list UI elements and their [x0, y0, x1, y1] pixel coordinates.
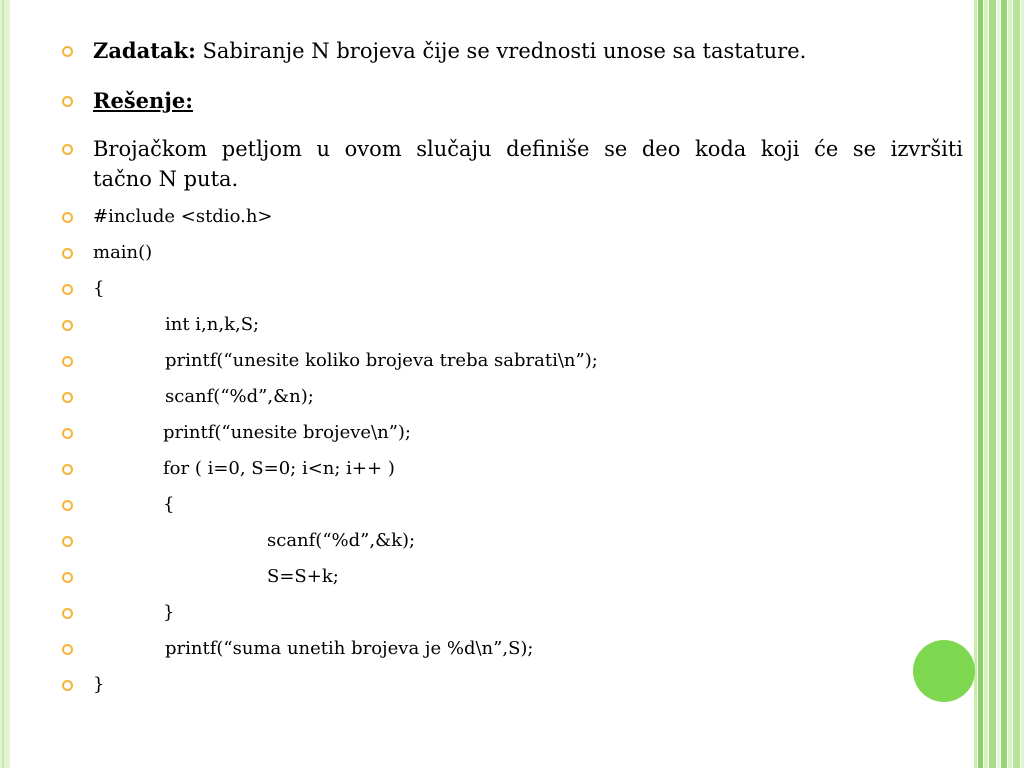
code-line	[62, 314, 259, 336]
bullet-icon	[62, 320, 73, 331]
code-text: S=S+k;	[267, 566, 339, 587]
code-text: printf(“unesite koliko brojeva treba sabrati\n”);	[165, 350, 598, 371]
code-text: scanf(“%d”,&k);	[267, 530, 416, 551]
task-text: Sabiranje N brojeva čije se vrednosti unose sa tastature.	[195, 39, 807, 63]
code-text: #include <stdio.h>	[93, 206, 273, 227]
code-text: {	[93, 278, 105, 299]
decorative-green-circle	[913, 640, 975, 702]
bullet-icon	[62, 392, 73, 403]
explanation-line-1: Brojačkom petljom u ovom slučaju definiše se deo koda koji će se izvršiti	[93, 137, 963, 161]
code-line	[62, 422, 411, 444]
task-item	[62, 36, 806, 66]
code-text: printf(“suma unetih brojeva je %d\n”,S);	[165, 638, 534, 659]
bullet-icon	[62, 248, 73, 259]
explanation-line-2: tačno N puta.	[93, 167, 239, 191]
code-text: }	[163, 602, 175, 623]
code-text: for ( i=0, S=0; i<n; i++ )	[163, 458, 395, 479]
code-line	[62, 458, 395, 480]
bullet-icon	[62, 356, 73, 367]
bullet-icon	[62, 680, 73, 691]
code-line	[62, 674, 104, 696]
bullet-icon	[62, 96, 73, 107]
bullet-icon	[62, 536, 73, 547]
task-label: Zadatak:	[93, 38, 196, 63]
code-text: printf(“unesite brojeve\n”);	[163, 422, 412, 443]
code-line	[62, 386, 314, 408]
code-line	[62, 602, 174, 624]
code-line	[62, 566, 339, 588]
bullet-icon	[62, 212, 73, 223]
code-text: scanf(“%d”,&n);	[165, 386, 314, 407]
bullet-icon	[62, 144, 73, 155]
code-line	[62, 206, 273, 228]
bullet-icon	[62, 608, 73, 619]
code-line	[62, 494, 174, 516]
bullet-icon	[62, 428, 73, 439]
code-line	[62, 278, 104, 300]
code-text: {	[163, 494, 175, 515]
code-line	[62, 242, 152, 264]
bullet-icon	[62, 572, 73, 583]
code-line	[62, 530, 415, 552]
code-line	[62, 638, 534, 660]
bullet-icon	[62, 500, 73, 511]
bullet-icon	[62, 284, 73, 295]
bullet-icon	[62, 46, 73, 57]
bullet-icon	[62, 644, 73, 655]
solution-label: Rešenje:	[93, 88, 193, 113]
solution-item	[62, 86, 193, 116]
left-border	[0, 0, 10, 768]
code-text: int i,n,k,S;	[165, 314, 260, 335]
bullet-icon	[62, 464, 73, 475]
code-text: }	[93, 674, 105, 695]
code-line	[62, 350, 598, 372]
code-text: main()	[93, 242, 153, 263]
explanation-item	[62, 134, 963, 194]
